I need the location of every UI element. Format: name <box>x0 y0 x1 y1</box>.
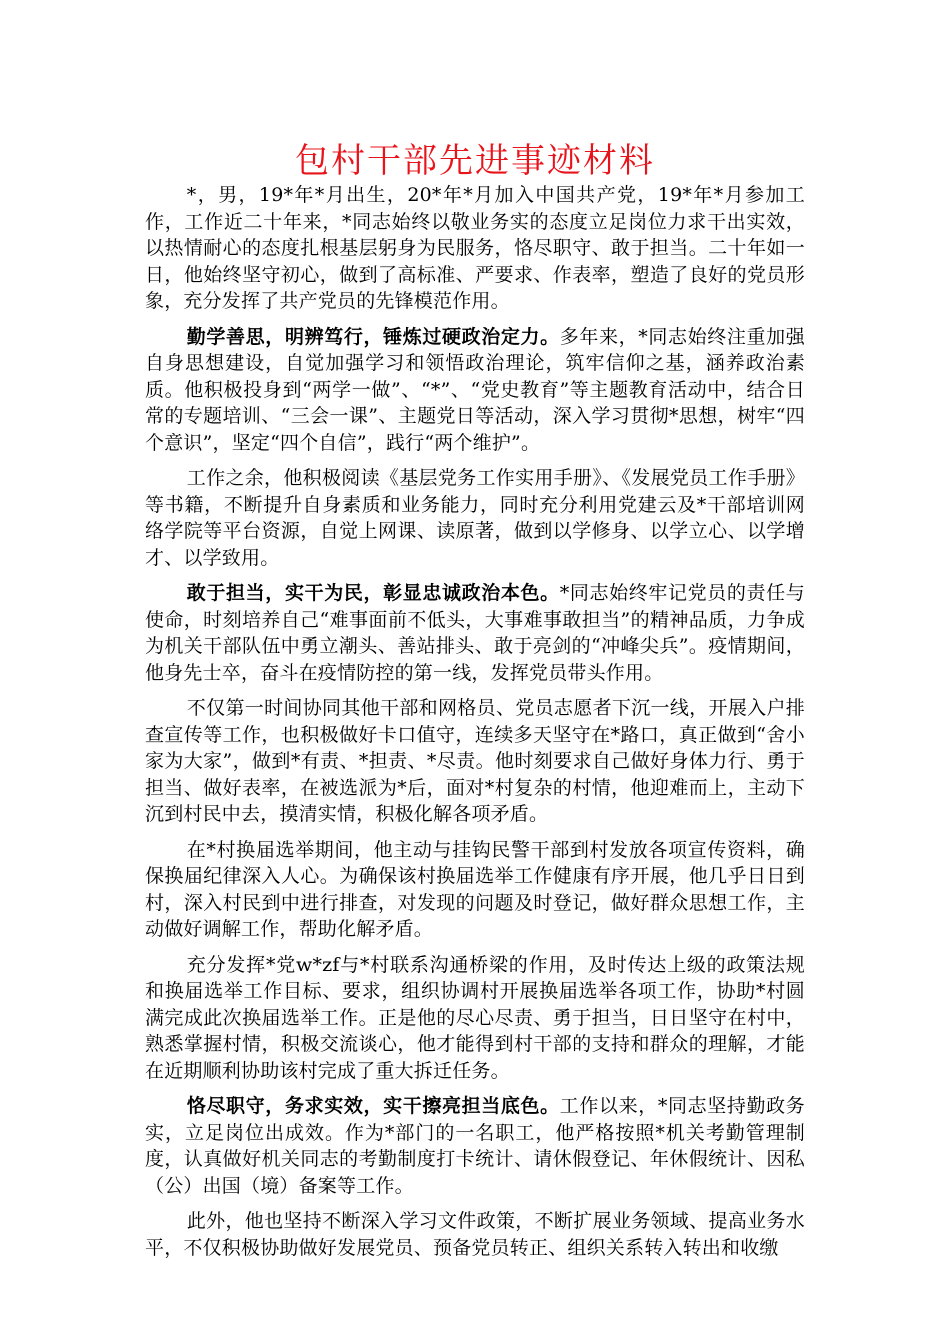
paragraph <box>145 465 805 571</box>
paragraph-text: 在*村换届选举期间，他主动与挂钩民警干部到村发放各项宣传资料，确保换届纪律深入人心。为确保该村换届选举工作健康有序开展，他几乎日日到村，深入村民到中进行排查，对发现的问题及时登记，做好群众思想工作，主动做好调解工作，帮助化解矛盾。 <box>145 838 805 940</box>
paragraph <box>145 1093 805 1199</box>
paragraph-text: 充分发挥*党w*zf与*村联系沟通桥梁的作用，及时传达上级的政策法规和换届选举工作目标、要求，组织协调村开展换届选举各项工作，协助*村圆满完成此次换届选举工作。正是他的尽心尽责、勇于担当，日日坚守在村中，熟悉掌握村情，积极交流谈心，他才能得到村干部的支持和群众的理解，才能在近期顺利协助该村完成了重大拆迁任务。 <box>145 953 805 1082</box>
document-body <box>145 182 805 1270</box>
paragraph-text: *同志始终牢记党员的责任与使命，时刻培养自己“难事面前不低头，大事难事敢担当”的精神品质，力争成为机关干部队伍中勇立潮头、善站排头、敢于亮剑的“冲峰尖兵”。疫情期间，他身先士卒，奋斗在疫情防控的第一线，发挥党员带头作用。 <box>145 582 805 684</box>
paragraph <box>145 837 805 943</box>
paragraph-text: 工作以来，*同志坚持勤政务实，立足岗位出成效。作为*部门的一名职工，他严格按照*机关考勤管理制度，认真做好机关同志的考勤制度打卡统计、请休假登记、年休假统计、因私（公）出国（境）备案等工作。 <box>145 1095 805 1197</box>
paragraph-lead: 敢于担当，实干为民，彰显忠诚政治本色。 <box>186 582 560 604</box>
paragraph-lead: 恪尽职守，务求实效，实干擦亮担当底色。 <box>186 1095 560 1117</box>
paragraph <box>145 580 805 686</box>
paragraph <box>145 1208 805 1261</box>
paragraph <box>145 182 805 315</box>
paragraph-text: 此外，他也坚持不断深入学习文件政策，不断扩展业务领域、提高业务水平，不仅积极协助做好发展党员、预备党员转正、组织关系转入转出和收缴 <box>145 1210 805 1259</box>
paragraph <box>145 324 805 457</box>
paragraph-text: *，男，19*年*月出生，20*年*月加入中国共产党，19*年*月参加工作，工作近二十年来，*同志始终以敬业务实的态度立足岗位力求干出实效，以热情耐心的态度扎根基层躬身为民服务，恪尽职守、敢于担当。二十年如一日，他始终坚守初心，做到了高标准、严要求、作表率，塑造了良好的党员形象，充分发挥了共产党员的先锋模范作用。 <box>145 184 805 312</box>
document-title: 包村干部先进事迹材料 <box>295 141 655 181</box>
paragraph-text: 不仅第一时间协同其他干部和网格员、党员志愿者下沉一线，开展入户排查宣传等工作，也积极做好卡口值守，连续多天坚守在*路口，真正做到“舍小家为大家”，做到*有责、*担责、*尽责。他时刻要求自己做好身体力行、勇于担当、做好表率，在被选派为*后，面对*村复杂的村情，他迎难而上，主动下沉到村民中去，摸清实情，积极化解各项矛盾。 <box>145 697 805 825</box>
paragraph-lead: 勤学善思，明辨笃行，锤炼过硬政治定力。 <box>186 325 560 348</box>
paragraph-text: 多年来，*同志始终注重加强自身思想建设，自觉加强学习和领悟政治理论，筑牢信仰之基，涵养政治素质。他积极投身到“两学一做”、“*”、“党史教育”等主题教育活动中，结合日常的专题培训、“三会一课”、主题党日等活动，深入学习贯彻*思想，树牢“四个意识”，坚定“四个自信”，践行“两个维护”。 <box>145 325 805 454</box>
paragraph <box>145 952 805 1085</box>
paragraph <box>145 695 805 828</box>
paragraph-text: 工作之余，他积极阅读《基层党务工作实用手册》、《发展党员工作手册》等书籍，不断提升自身素质和业务能力，同时充分利用党建云及*干部培训网络学院等平台资源，自觉上网课、读原著，做到以学修身、以学立心、以学增才、以学致用。 <box>145 467 805 569</box>
